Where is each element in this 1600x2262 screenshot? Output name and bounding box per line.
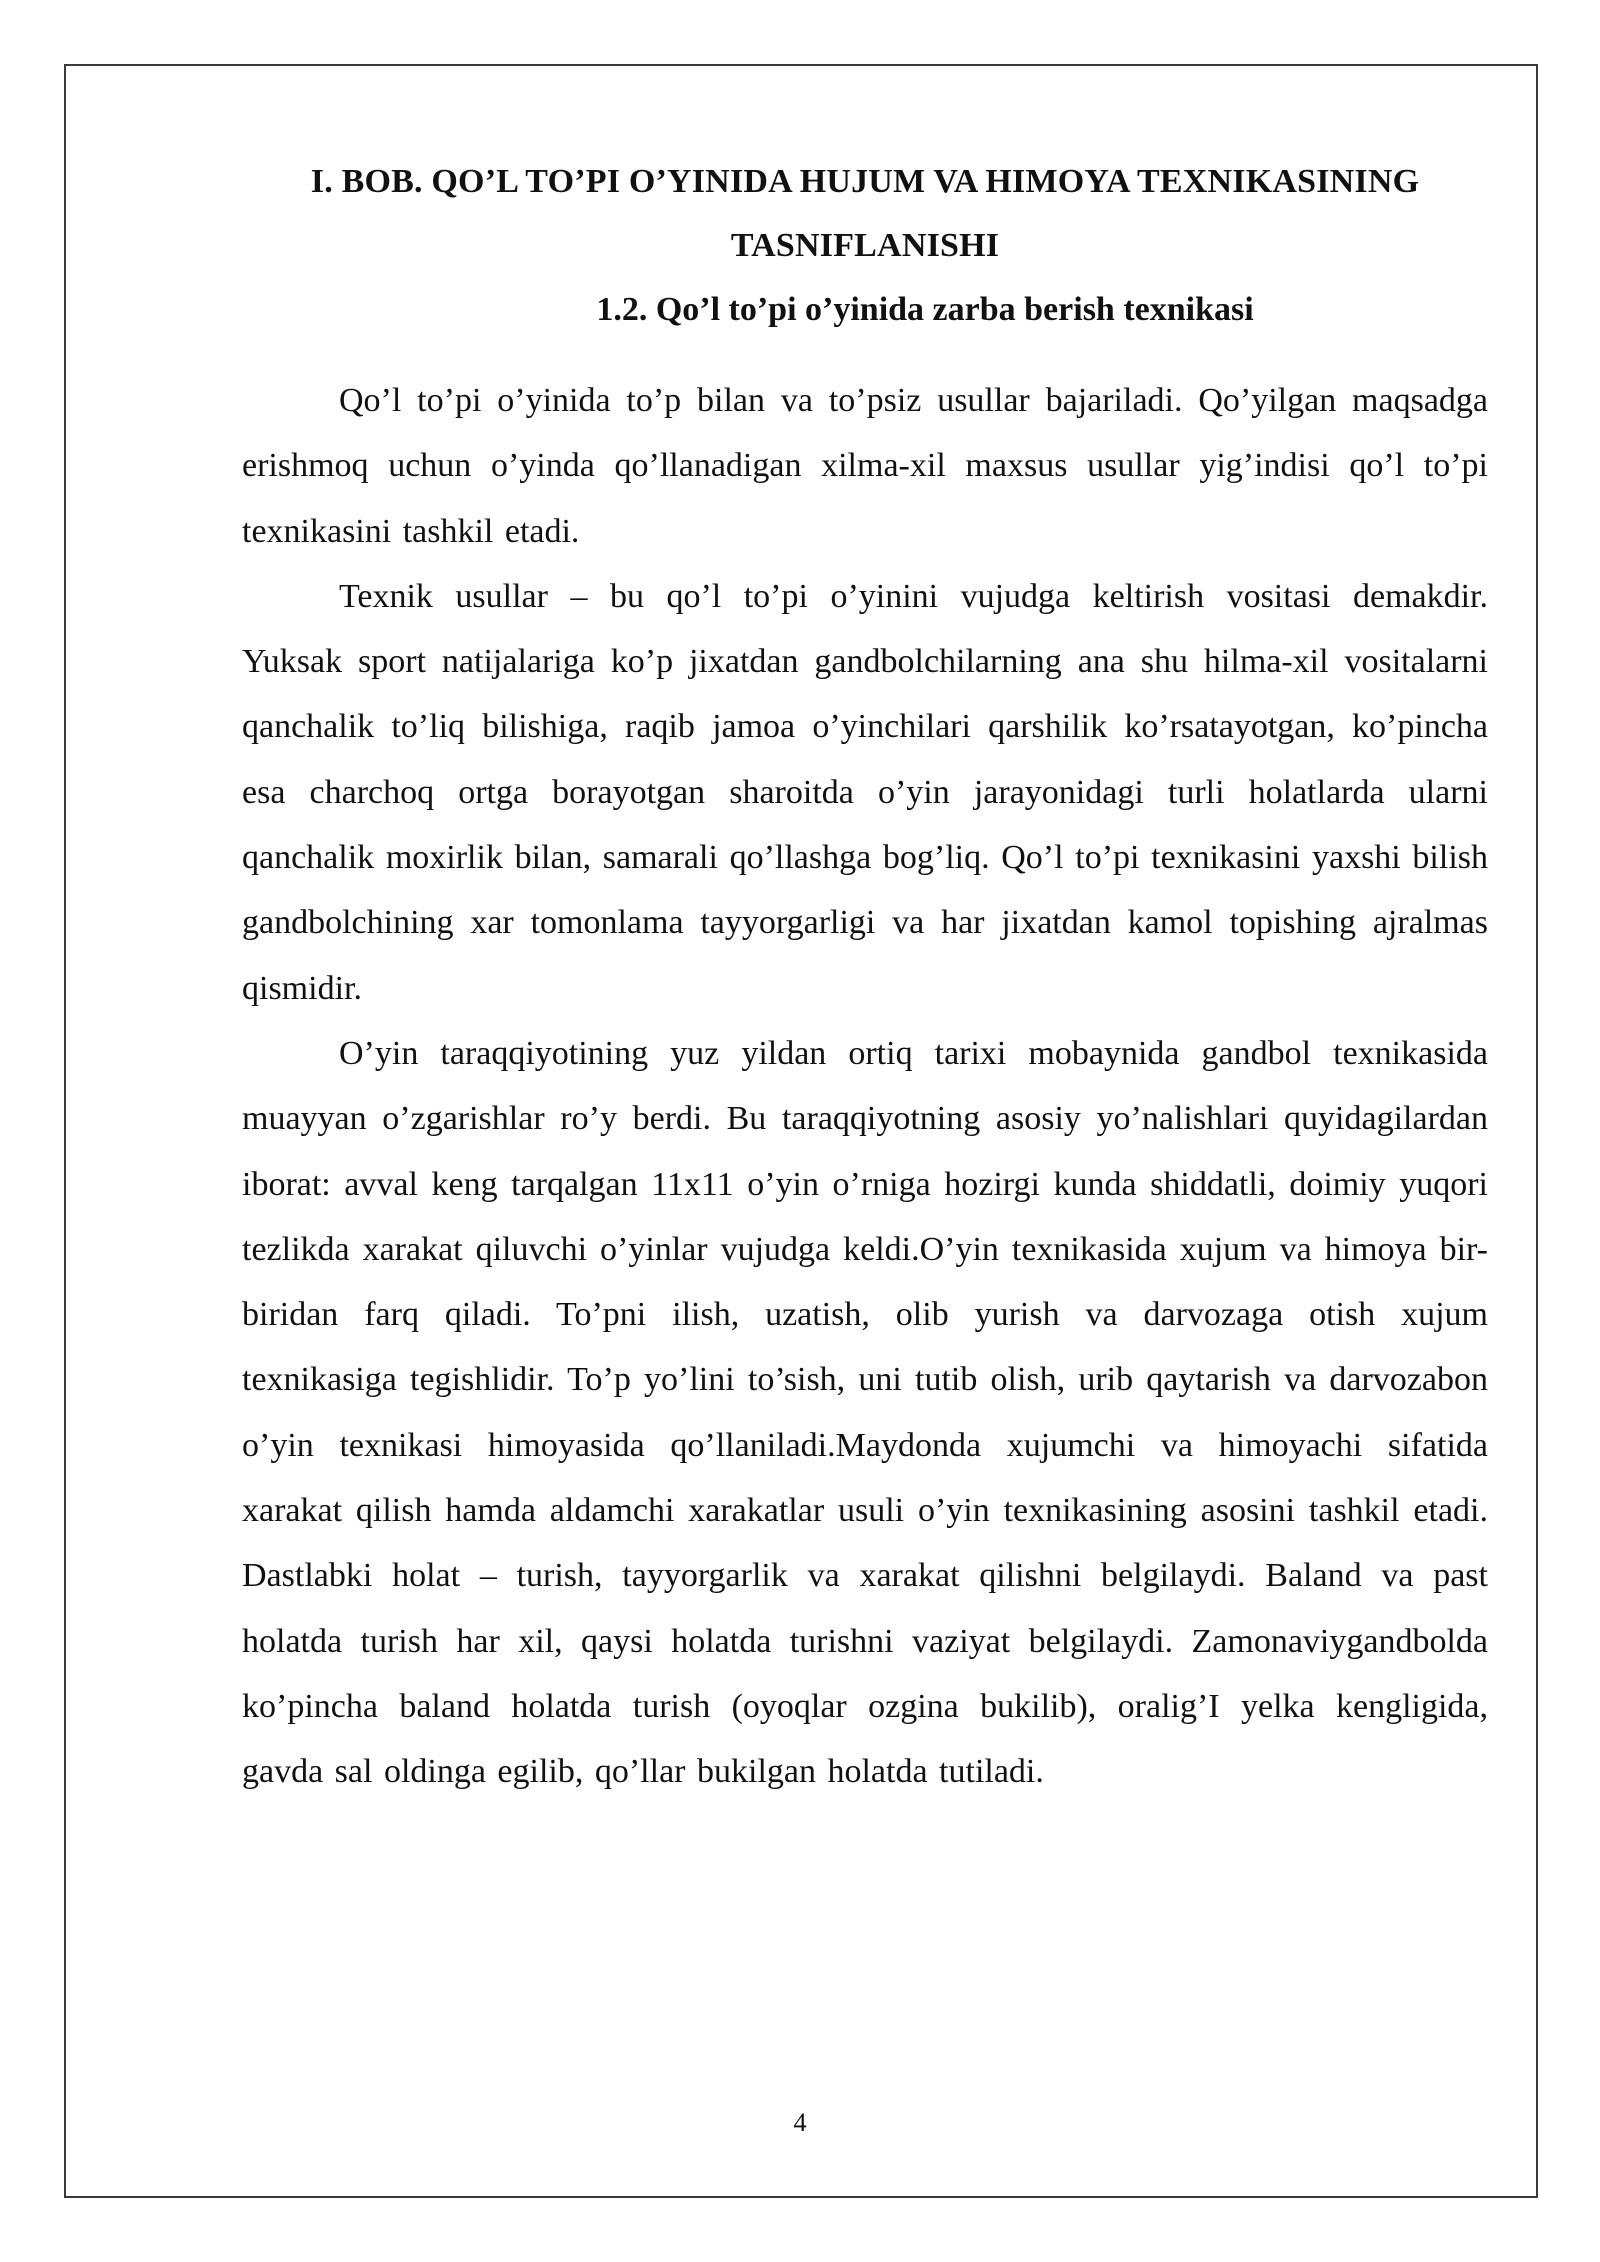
paragraph-2: Texnik usullar – bu qo’l to’pi o’yinini vujudga keltirish vositasi demakdir. Yuksak sport natijalariga ko’p jixatdan gandbolchilarning ana shu hilma-xil vositalarni qanchalik to’liq bilishiga, raqib jamoa o’yinchilari qarshilik ko’rsatayotgan, ko’pincha esa charchoq ortga borayotgan sharoitda o’yin jarayonidagi turli holatlarda ularni qanchalik moxirlik bilan, samarali qo’llashga bog’liq. Qo’l to’pi texnikasini yaxshi bilish gandbolchining xar tomonlama tayyorgarligi va har jixatdan kamol topishing ajralmas qismidir. (242, 577, 1488, 1007)
paragraph-3: O’yin taraqqiyotining yuz yildan ortiq tarixi mobaynida gandbol texnikasida muayyan o’zgarishlar ro’y berdi. Bu taraqqiyotning asosiy yo’nalishlari quyidagilardan iborat: avval keng tarqalgan 11x11 o’yin o’rniga hozirgi kunda shiddatli, doimiy yuqori tezlikda xarakat qiluvchi o’yinlar vujudga keldi.O’yin texnikasida xujum va himoya bir-biridan farq qiladi. To’pni ilish, uzatish, olib yurish va darvozaga otish xujum texnikasiga tegishlidir. To’p yo’lini to’sish, uni tutib olish, urib qaytarish va darvozabon o’yin texnikasi himoyasida qo’llaniladi.Maydonda xujumchi va himoyachi sifatida xarakat qilish hamda aldamchi xarakatlar usuli o’yin texnikasining asosini tashkil etadi. Dastlabki holat – turish, tayyorgarlik va xarakat qilishni belgilaydi. Baland va past holatda turish har xil, qaysi holatda turishni vaziyat belgilaydi. Zamonaviygandbolda ko’pincha baland holatda turish (oyoqlar ozgina bukilib), oralig’I yelka kengligida, gavda sal oldinga egilib, qo’llar bukilgan holatda tutiladi. (242, 1034, 1488, 1791)
page-number: 4 (793, 2108, 807, 2137)
page-content (242, 150, 1488, 1805)
section-title: 1.2. Qo’l to’pi o’yinida zarba berish texnikasi (596, 291, 1254, 328)
paragraph-1: Qo’l to’pi o’yinida to’p bilan va to’psiz usullar bajariladi. Qo’yilgan maqsadga erishmoq uchun o’yinda qo’llanadigan xilma-xil maxsus usullar yig’indisi qo’l to’pi texnikasini tashkil etadi. (242, 382, 1488, 550)
chapter-title: I. BOB. QO’L TO’PI O’YINIDA HUJUM VA HIMOYA TEXNIKASINING TASNIFLANISHI (310, 163, 1420, 264)
